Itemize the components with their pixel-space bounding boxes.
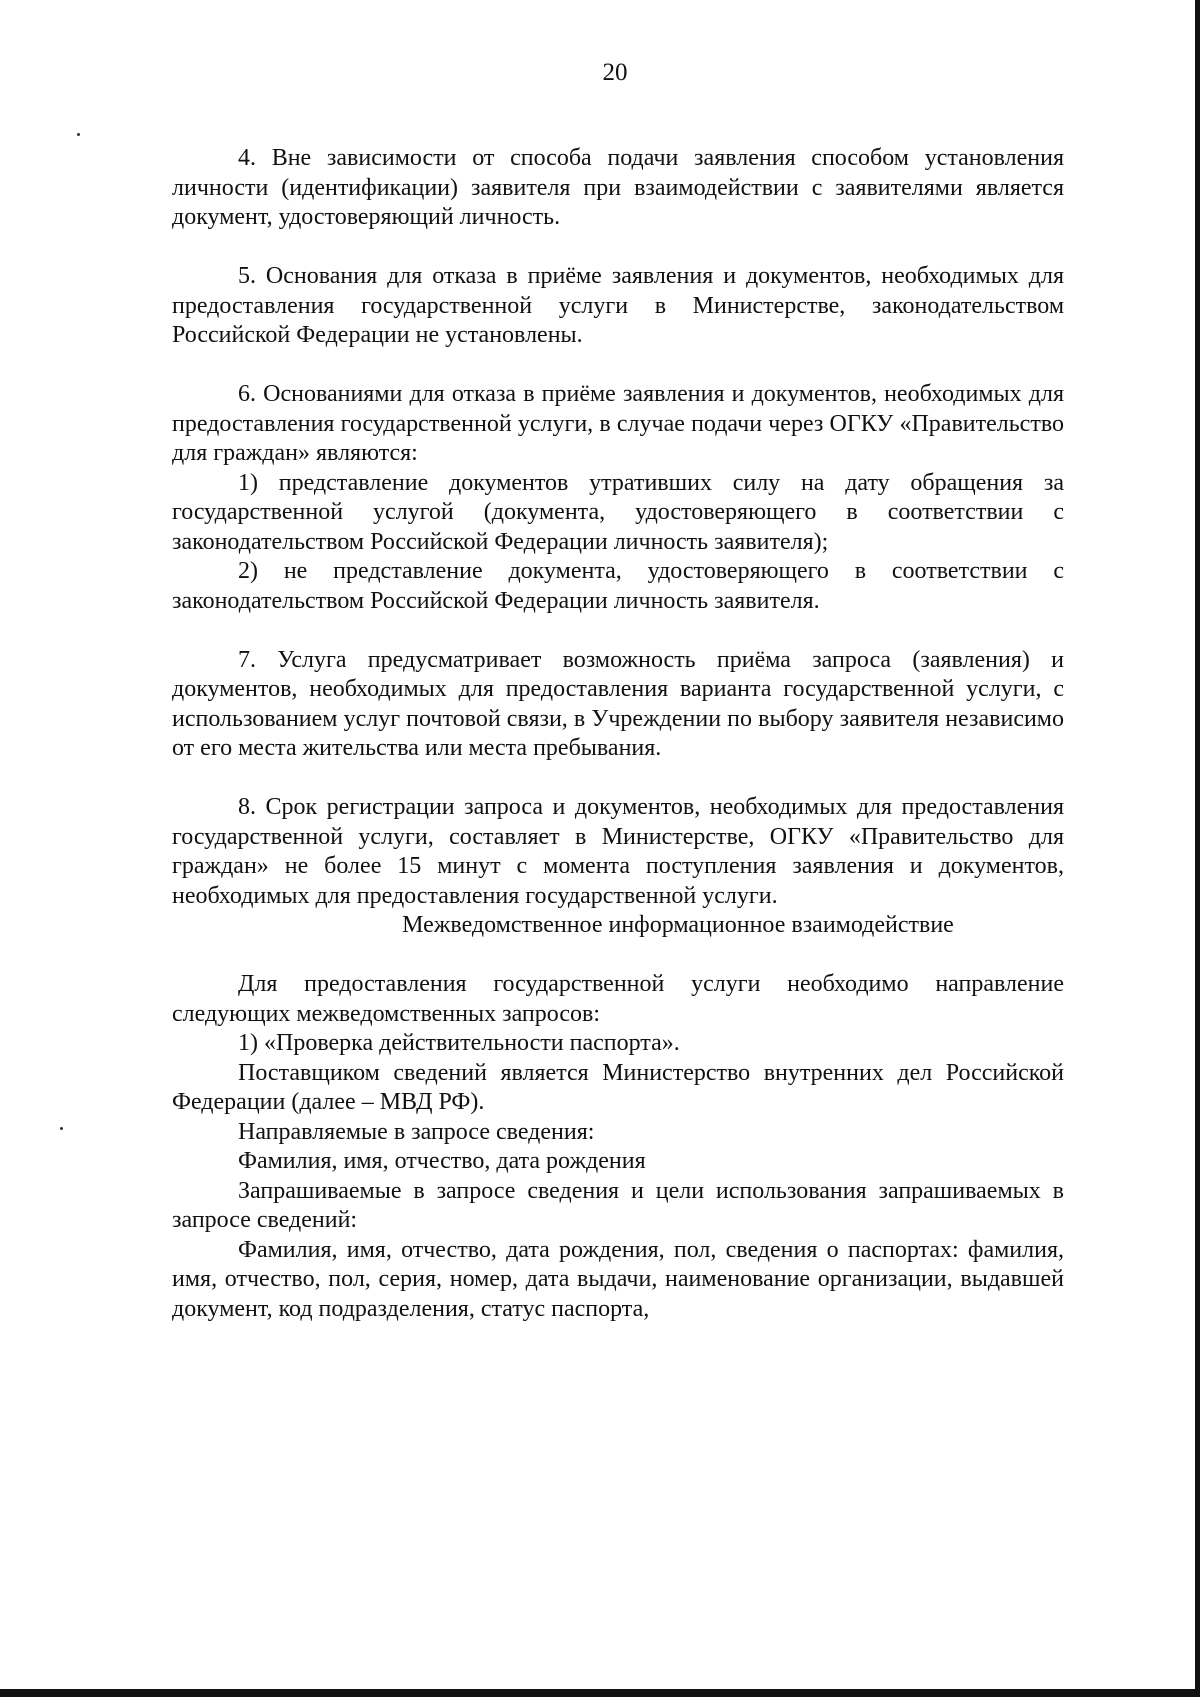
paragraph-6-item-2: 2) не представление документа, удостоверяющего в соответствии с законодательством Российской Федерации личность заявителя. <box>172 558 1064 614</box>
page-border-bottom <box>0 1689 1200 1697</box>
sent-data-label: Направляемые в запросе сведения: <box>238 1118 595 1145</box>
requested-data-label: Запрашиваемые в запросе сведения и цели использования запрашиваемых в запросе сведений: <box>172 1177 1064 1233</box>
paragraph-6: 6. Основаниями для отказа в приёме заявления и документов, необходимых для предоставления государственной услуги, в случае подачи через ОГКУ «Правительство для граждан» являются: <box>172 381 1064 466</box>
scan-speck <box>77 133 80 136</box>
document-body <box>172 144 1064 1324</box>
page-border-right <box>1195 0 1200 1697</box>
section-heading: Межведомственное информационное взаимодействие <box>402 912 954 938</box>
provider-text: Поставщиком сведений является Министерство внутренних дел Российской Федерации (далее – МВД РФ). <box>172 1059 1064 1115</box>
paragraph-6-item-1: 1) представление документов утративших силу на дату обращения за государственной услугой (документа, удостоверяющего в соответствии с законодательством Российской Федерации личность заявителя); <box>172 469 1064 555</box>
scan-speck <box>60 1127 63 1130</box>
requested-data-value: Фамилия, имя, отчество, дата рождения, пол, сведения о паспортах: фамилия, имя, отчество, пол, серия, номер, дата выдачи, наименование организации, выдавшей документ, код подразделения, статус паспорта, <box>172 1236 1064 1322</box>
paragraph-5: 5. Основания для отказа в приёме заявления и документов, необходимых для предоставления государственной услуги в Министерстве, законодательством Российской Федерации не установлены. <box>172 263 1064 348</box>
paragraph-8: 8. Срок регистрации запроса и документов, необходимых для предоставления государственной услуги, составляет в Министерстве, ОГКУ «Правительство для граждан» не более 15 минут с момента поступления заявления и документов, необходимых для предоставления государственной услуги. <box>172 794 1064 909</box>
page-number: 20 <box>602 59 628 86</box>
paragraph-4: 4. Вне зависимости от способа подачи заявления способом установления личности (идентификации) заявителя при взаимодействии с заявителями является документ, удостоверяющий личность. <box>172 145 1064 230</box>
paragraph-7: 7. Услуга предусматривает возможность приёма запроса (заявления) и документов, необходимых для предоставления варианта государственной услуги, с использованием услуг почтовой связи, в Учреждении по выбору заявителя независимо от его места жительства или места пребывания. <box>172 646 1064 761</box>
request-item-1: 1) «Проверка действительности паспорта». <box>238 1030 680 1056</box>
section-intro: Для предоставления государственной услуги необходимо направление следующих межведомственных запросов: <box>172 971 1064 1027</box>
sent-data-value: Фамилия, имя, отчество, дата рождения <box>238 1148 646 1174</box>
